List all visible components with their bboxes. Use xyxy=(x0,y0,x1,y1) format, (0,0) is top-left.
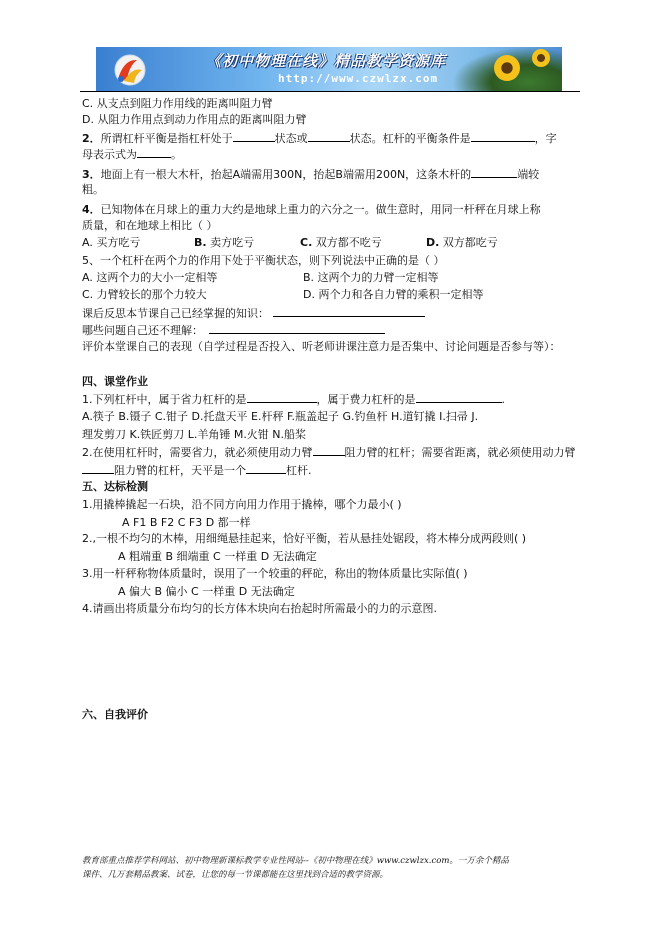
site-logo-icon xyxy=(110,53,146,87)
answer-blank[interactable] xyxy=(233,130,275,142)
hw-q1-options-row2: 理发剪刀 K.铁匠剪刀 L.羊角锤 M.火钳 N.船桨 xyxy=(82,428,307,441)
question-3-line1 xyxy=(82,166,539,183)
option-key: C. xyxy=(300,236,313,249)
question-5-stem: 5、一个杠杆在两个力的作用下处于平衡状态，则下列说法中正确的是（ ） xyxy=(82,254,445,267)
question-number: 3． xyxy=(82,168,101,181)
answer-blank[interactable] xyxy=(313,444,345,456)
q2-text: ，字 xyxy=(534,132,557,145)
test-q1: 1.用撬棒撬起一石块，沿不同方向用力作用于撬棒，哪个力最小( ) xyxy=(82,498,402,511)
reflect-text: 哪些问题自己还不理解： xyxy=(82,324,203,337)
q2-text: 。 xyxy=(171,148,182,161)
answer-blank[interactable] xyxy=(273,305,425,317)
hw-q2-line2 xyxy=(82,462,312,479)
test-q2-options[interactable]: A 粗端重 B 细端重 C 一样重 D 无法确定 xyxy=(118,550,317,563)
q2-text: 状态。杠杆的平衡条件是 xyxy=(349,132,471,145)
section-4-heading: 四、课堂作业 xyxy=(82,375,148,388)
q4-text: 已知物体在月球上的重力大约是地球上重力的六分之一。做生意时，用同一杆秤在月球上称 xyxy=(100,203,541,216)
test-q1-options[interactable]: A F1 B F2 C F3 D 都一样 xyxy=(122,516,251,529)
option-key: A. xyxy=(82,236,93,249)
reflect-text: 课后反思本节课自己已经掌握的知识： xyxy=(82,307,269,320)
option-text: 卖方吃亏 xyxy=(210,236,255,249)
hw-text: 1.下列杠杆中，属于省力杠杆的是 xyxy=(82,393,247,406)
header-banner xyxy=(96,47,562,91)
question-2-line2 xyxy=(82,146,182,163)
option-a[interactable] xyxy=(82,235,194,251)
answer-blank[interactable] xyxy=(137,146,171,158)
q2-text: 所谓杠杆平衡是指杠杆处于 xyxy=(100,132,233,145)
reflect-unknown xyxy=(82,322,385,339)
question-3-line2: 粗。 xyxy=(82,183,104,196)
banner-url: http://www.czwlzx.com xyxy=(278,72,439,85)
question-number: 2． xyxy=(82,132,101,145)
test-q3: 3.用一杆秤称物体质量时，误用了一个较重的秤砣，称出的物体质量比实际值( ) xyxy=(82,567,468,580)
sunflower-icon xyxy=(494,55,520,81)
option-text: 双方都不吃亏 xyxy=(315,236,382,249)
test-q3-options[interactable]: A 偏大 B 偏小 C 一样重 D 无法确定 xyxy=(118,585,295,598)
answer-blank[interactable] xyxy=(82,462,114,474)
question-4-line2: 质量，和在地球上相比（ ） xyxy=(82,219,218,232)
hw-q1-line1 xyxy=(82,391,505,408)
section-5-heading: 五、达标检测 xyxy=(82,480,148,493)
footer-line2: 课件、几万套精品教案、试卷，让您的每一节课都能在这里找到合适的教学资源。 xyxy=(82,870,389,880)
answer-blank[interactable] xyxy=(471,166,517,178)
section-6-heading: 六、自我评价 xyxy=(82,708,148,721)
option-d[interactable]: D. 两个力和各自力臂的乘积一定相等 xyxy=(303,288,484,301)
answer-blank[interactable] xyxy=(308,130,350,142)
reflect-known xyxy=(82,305,425,322)
q2-text: 状态或 xyxy=(274,132,308,145)
hw-text: . xyxy=(501,393,505,406)
answer-blank[interactable] xyxy=(247,391,317,403)
option-c[interactable] xyxy=(300,235,426,251)
option-b[interactable]: B. 这两个力的力臂一定相等 xyxy=(303,271,439,284)
hw-text: ，属于费力杠杆的是 xyxy=(316,393,416,406)
question-5-cd xyxy=(82,287,483,303)
header-divider xyxy=(80,91,580,92)
option-c[interactable]: C. 力臂较长的那个力较大 xyxy=(82,288,207,301)
option-key: B. xyxy=(194,236,207,249)
answer-blank[interactable] xyxy=(416,391,502,403)
q3-text: 端较 xyxy=(517,168,540,181)
option-text: 买方吃亏 xyxy=(96,236,141,249)
hw-q2-line1 xyxy=(82,444,576,461)
hw-text: 杠杆. xyxy=(286,464,312,477)
banner-title: 《初中物理在线》精品教学资源库 xyxy=(206,52,447,70)
test-q4: 4.请画出将质量分布均匀的长方体木块向右抬起时所需最小的力的示意图. xyxy=(82,602,437,615)
option-a[interactable]: A. 这两个力的大小一定相等 xyxy=(82,271,218,284)
q1-option-c: C. 从支点到阻力作用线的距离叫阻力臂 xyxy=(82,97,273,110)
answer-blank[interactable] xyxy=(471,130,535,142)
question-5-ab xyxy=(82,270,439,286)
q1-option-d: D. 从阻力作用点到动力作用点的距离叫阻力臂 xyxy=(82,113,307,126)
hw-q1-options-row1: A.筷子 B.镊子 C.钳子 D.托盘天平 E.杆秤 F.瓶盖起子 G.钓鱼杆 H.道钉撬 I.扫帚 J. xyxy=(82,410,479,423)
footer-line1: 教育部重点推荐学科网站、初中物理新课标教学专业性网站--《初中物理在线》www.czwlzx.com。一万余个精品 xyxy=(82,856,509,866)
reflect-evaluation: 评价本堂课自己的表现（自学过程是否投入、听老师讲课注意力是否集中、讨论问题是否参与等）： xyxy=(82,340,561,353)
option-d[interactable] xyxy=(426,235,498,251)
option-text: 双方都吃亏 xyxy=(442,236,498,249)
q2-text: 母表示式为 xyxy=(82,148,137,161)
question-4-options xyxy=(82,235,498,251)
answer-blank[interactable] xyxy=(209,322,385,334)
option-b[interactable] xyxy=(194,235,300,251)
hw-text: 阻力臂的杠杆，天平是一个 xyxy=(114,464,246,477)
question-4-line1 xyxy=(82,202,541,218)
q3-text: 地面上有一根大木杆，抬起A端需用300N，抬起B端需用200N，这条木杆的 xyxy=(100,168,472,181)
test-q2: 2.,一根不均匀的木棒，用细绳悬挂起来，恰好平衡，若从悬挂处锯段，将木棒分成两段则( ) xyxy=(82,532,527,545)
sunflower-icon xyxy=(532,49,550,67)
option-key: D. xyxy=(426,236,440,249)
question-2-line1 xyxy=(82,130,557,147)
hw-text: 阻力臂的杠杆；需要省距离，就必须使用动力臂 xyxy=(344,446,576,459)
hw-text: 2.在使用杠杆时，需要省力，就必须使用动力臂 xyxy=(82,446,313,459)
answer-blank[interactable] xyxy=(246,462,286,474)
question-number: 4． xyxy=(82,203,101,216)
